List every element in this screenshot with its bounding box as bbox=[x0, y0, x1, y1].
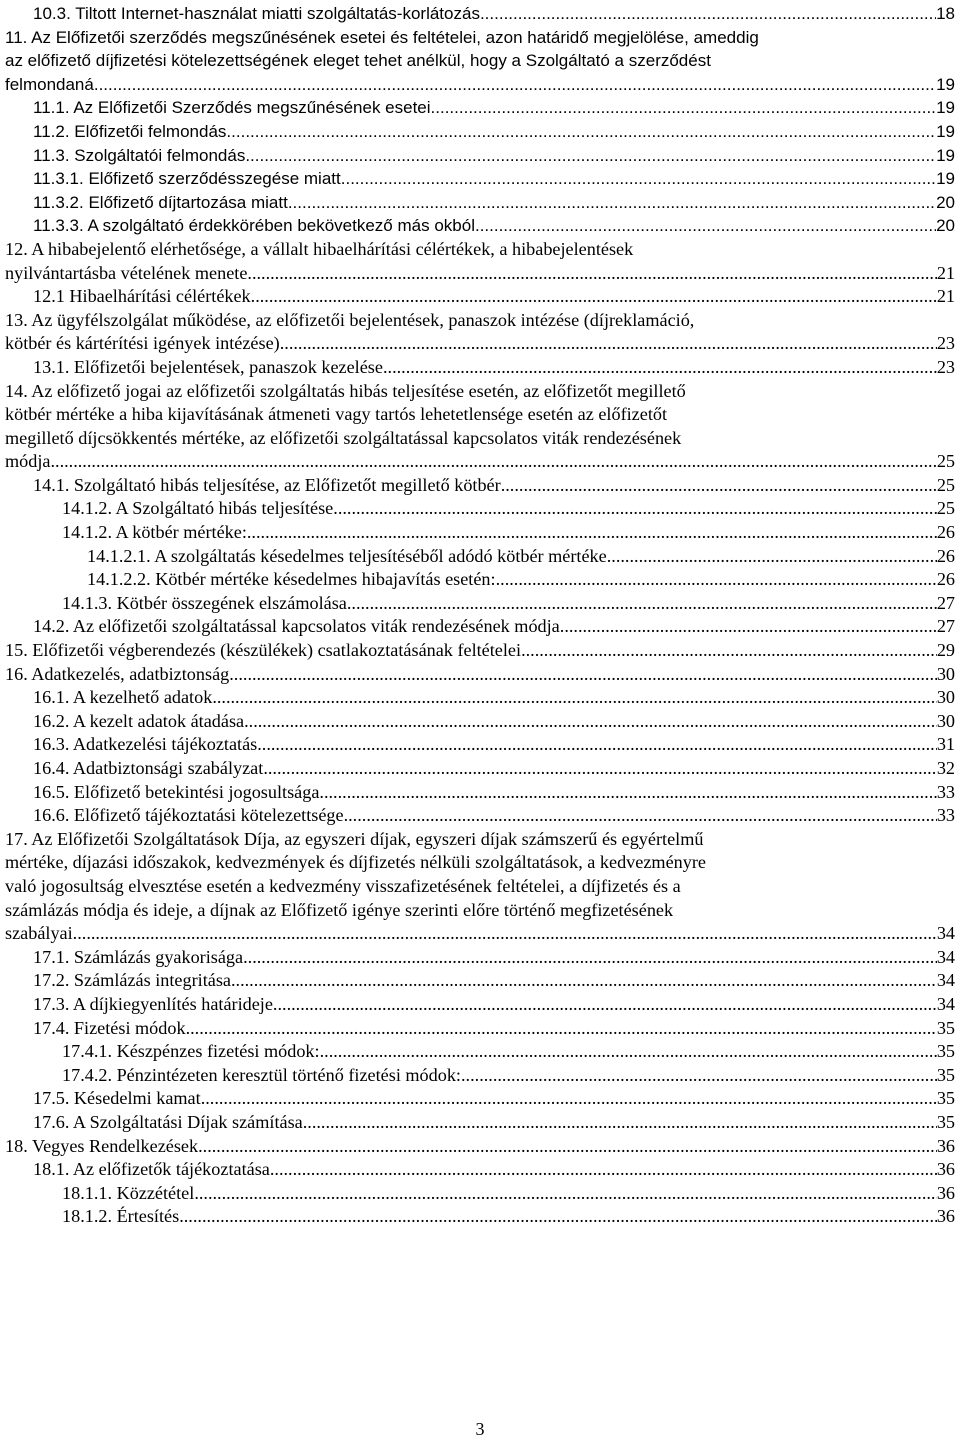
dot-leader bbox=[231, 969, 937, 993]
dot-leader bbox=[333, 497, 937, 521]
toc-page-number: 25 bbox=[936, 498, 955, 519]
toc-entry-line bbox=[33, 214, 955, 238]
dot-leader bbox=[501, 474, 937, 498]
toc-entry-text: 17.1. Számlázás gyakorisága bbox=[33, 946, 244, 967]
toc-entry-text: 13. Az ügyfélszolgálat működése, az előfizetői bejelentések, panaszok intézése (díjreklamáció, bbox=[5, 309, 695, 330]
toc-entry-text: 16.6. Előfizető tájékoztatási kötelezettsége bbox=[33, 805, 344, 826]
toc-entry-line bbox=[33, 2, 955, 26]
toc-entry-text: 11.2. Előfizetői felmondás bbox=[33, 121, 227, 141]
toc-entry-text: 17.2. Számlázás integritása bbox=[33, 970, 231, 991]
dot-leader bbox=[247, 521, 937, 545]
dot-leader bbox=[347, 592, 937, 616]
toc-entry-text: 14.2. Az előfizetői szolgáltatással kapcsolatos viták rendezésének módja bbox=[33, 616, 560, 637]
dot-leader bbox=[341, 167, 936, 191]
toc-entry-text: 18.1.1. Közzététel bbox=[62, 1182, 195, 1203]
dot-leader bbox=[257, 733, 937, 757]
toc-entry[interactable] bbox=[5, 969, 955, 993]
toc-entry-line bbox=[33, 686, 955, 710]
toc-page-number: 34 bbox=[936, 970, 955, 991]
toc-entry-text: 12.1 Hibaelhárítási célértékek bbox=[33, 286, 251, 307]
toc-entry-text: 17.4. Fizetési módok bbox=[33, 1017, 186, 1038]
toc-entry-line bbox=[33, 1111, 955, 1135]
dot-leader bbox=[245, 144, 936, 168]
toc-entry-line bbox=[5, 922, 955, 946]
toc-entry[interactable] bbox=[5, 2, 955, 26]
dot-leader bbox=[244, 710, 937, 734]
toc-page-number: 32 bbox=[936, 758, 955, 778]
toc-entry-line bbox=[33, 474, 955, 498]
toc-page-number: 34 bbox=[936, 923, 955, 944]
dot-leader bbox=[320, 1040, 937, 1064]
toc-entry[interactable] bbox=[5, 120, 955, 144]
toc-entry[interactable] bbox=[5, 238, 955, 285]
toc-page-number: 27 bbox=[936, 592, 955, 613]
dot-leader bbox=[198, 1135, 937, 1159]
toc-entry-text: 11.3.3. A szolgáltató érdekkörében bekövetkező más okból bbox=[33, 216, 475, 236]
toc-entry-line bbox=[33, 781, 955, 805]
toc-entry[interactable] bbox=[5, 521, 955, 545]
toc-entry-line bbox=[33, 710, 955, 734]
dot-leader bbox=[251, 285, 937, 309]
toc-entry[interactable] bbox=[5, 1064, 955, 1088]
toc-entry[interactable] bbox=[5, 686, 955, 710]
toc-entry-line bbox=[33, 356, 955, 380]
toc-entry-line bbox=[33, 993, 955, 1017]
toc-entry[interactable] bbox=[5, 1111, 955, 1135]
toc-entry[interactable] bbox=[5, 356, 955, 380]
toc-entry[interactable] bbox=[5, 380, 955, 474]
toc-entry-text: 14.1.2. A kötbér mértéke: bbox=[62, 522, 247, 543]
toc-entry-line bbox=[5, 332, 955, 356]
toc-entry[interactable] bbox=[5, 1182, 955, 1206]
toc-entry-line bbox=[87, 545, 955, 569]
toc-entry[interactable] bbox=[5, 568, 955, 592]
toc-entry-text: való jogosultság elvesztése esetén a kedvezmény visszafizetésének feltételei, a díjfizetés és a bbox=[5, 875, 681, 896]
toc-entry-line bbox=[62, 1040, 955, 1064]
toc-entry-text: 11.3.1. Előfizető szerződésszegése miatt bbox=[33, 169, 341, 189]
toc-entry[interactable] bbox=[5, 804, 955, 828]
toc-entry-text: az előfizető díjfizetési kötelezettségének eleget tehet anélkül, hogy a Szolgáltató a szerződést bbox=[5, 51, 711, 71]
toc-entry-text: 11.1. Az Előfizetői Szerződés megszűnésének esetei bbox=[33, 98, 431, 118]
toc-entry-text: 11.3. Szolgáltatói felmondás bbox=[33, 145, 246, 165]
toc-entry-line bbox=[33, 1017, 955, 1041]
toc-entry[interactable] bbox=[5, 285, 955, 309]
toc-entry-text: 16.1. A kezelhető adatok bbox=[33, 687, 213, 708]
toc-page-number: 35 bbox=[936, 1111, 955, 1132]
toc-entry-line bbox=[62, 1182, 955, 1206]
toc-entry-line bbox=[62, 497, 955, 521]
toc-entry[interactable] bbox=[5, 545, 955, 569]
toc-entry-text: 17.3. A díjkiegyenlítés határideje bbox=[33, 993, 273, 1014]
toc-entry-text: 18.1. Az előfizetők tájékoztatása bbox=[33, 1159, 270, 1180]
toc-entry-text: 17. Az Előfizetői Szolgáltatások Díja, az egyszeri díjak, egyszeri díjak számszerű és egyértelmű bbox=[5, 828, 704, 849]
toc-entry-line bbox=[87, 568, 955, 592]
toc-entry-line bbox=[33, 757, 955, 781]
toc-entry-line bbox=[5, 262, 955, 286]
dot-leader bbox=[212, 686, 937, 710]
toc-entry[interactable] bbox=[5, 309, 955, 356]
toc-entry[interactable] bbox=[5, 615, 955, 639]
toc-page-number: 26 bbox=[936, 569, 955, 590]
toc-entry-line bbox=[33, 946, 955, 970]
toc-page-number: 20 bbox=[936, 216, 955, 236]
dot-leader bbox=[247, 262, 936, 286]
dot-leader bbox=[179, 1205, 937, 1229]
toc-entry-text: 13.1. Előfizetői bejelentések, panaszok kezelése bbox=[33, 356, 383, 377]
toc-entry-text: felmondaná bbox=[5, 74, 94, 94]
toc-entry-line bbox=[33, 615, 955, 639]
toc-entry-text: 14. Az előfizető jogai az előfizetői szolgáltatás hibás teljesítése esetén, az előfizetőt megillető bbox=[5, 380, 686, 401]
toc-entry-text: 16.3. Adatkezelési tájékoztatás bbox=[33, 734, 258, 755]
toc-entry-text: kötbér és kártérítési igények intézése). bbox=[5, 333, 285, 354]
dot-leader bbox=[229, 663, 937, 687]
toc-page-number: 33 bbox=[936, 781, 955, 802]
toc-page-number: 33 bbox=[936, 805, 955, 826]
toc-entry[interactable] bbox=[5, 993, 955, 1017]
toc-entry-line bbox=[33, 120, 955, 144]
toc-entry[interactable] bbox=[5, 191, 955, 215]
toc-entry-line bbox=[33, 285, 955, 309]
toc-page-number: 31 bbox=[936, 734, 955, 755]
toc-page-number: 29 bbox=[936, 640, 955, 661]
toc-page-number: 35 bbox=[936, 1064, 955, 1085]
toc-entry-line bbox=[33, 167, 955, 191]
dot-leader bbox=[263, 757, 937, 781]
toc-page-number: 35 bbox=[936, 1088, 955, 1109]
toc-page-number: 30 bbox=[936, 687, 955, 708]
toc-page-number: 30 bbox=[936, 710, 955, 731]
toc-page-number: 36 bbox=[936, 1135, 955, 1156]
dot-leader bbox=[94, 73, 936, 97]
toc-entry-text: 17.4.2. Pénzintézeten keresztül történő fizetési módok: bbox=[62, 1064, 461, 1085]
dot-leader bbox=[270, 1158, 937, 1182]
dot-leader bbox=[201, 1087, 937, 1111]
toc-page-number: 21 bbox=[936, 262, 955, 283]
dot-leader bbox=[194, 1182, 937, 1206]
toc-entry-text: 15. Előfizetői végberendezés (készülékek) csatlakoztatásának feltételei bbox=[5, 640, 522, 661]
toc-page-number: 21 bbox=[936, 286, 955, 307]
toc-entry[interactable] bbox=[5, 663, 955, 687]
toc-entry[interactable] bbox=[5, 733, 955, 757]
toc-page-number: 36 bbox=[936, 1159, 955, 1180]
toc-entry-text: 18. Vegyes Rendelkezések bbox=[5, 1135, 199, 1156]
toc-page-number: 25 bbox=[936, 451, 955, 472]
toc-entry[interactable] bbox=[5, 710, 955, 734]
toc-entry[interactable] bbox=[5, 1017, 955, 1041]
toc-page-number: 35 bbox=[936, 1041, 955, 1062]
dot-leader bbox=[50, 450, 936, 474]
toc-entry-text: módja bbox=[5, 451, 51, 472]
toc-entry[interactable] bbox=[5, 828, 955, 946]
toc-entry-text: nyilvántartásba vételének menete bbox=[5, 262, 248, 283]
toc-entry[interactable] bbox=[5, 1205, 955, 1229]
toc-entry-line bbox=[5, 663, 955, 687]
toc-entry-text: 17.6. A Szolgáltatási Díjak számítása bbox=[33, 1111, 303, 1132]
table-of-contents bbox=[5, 2, 955, 1229]
toc-entry-text: 14.1.2. A Szolgáltató hibás teljesítése bbox=[62, 498, 334, 519]
toc-entry-text: 14.1. Szolgáltató hibás teljesítése, az Előfizetőt megillető kötbér bbox=[33, 474, 501, 495]
toc-entry-line bbox=[33, 804, 955, 828]
toc-entry-line bbox=[33, 191, 955, 215]
toc-page-number: 27 bbox=[936, 616, 955, 637]
toc-entry-text: szabályai bbox=[5, 923, 73, 944]
dot-leader bbox=[480, 2, 936, 26]
toc-entry-line bbox=[33, 144, 955, 168]
toc-page-number: 20 bbox=[936, 192, 955, 212]
toc-entry-line bbox=[5, 639, 955, 663]
toc-entry-line bbox=[62, 1064, 955, 1088]
dot-leader bbox=[284, 332, 937, 356]
toc-page-number: 25 bbox=[936, 474, 955, 495]
dot-leader bbox=[475, 214, 936, 238]
toc-entry-text: számlázás módja és ideje, a díjnak az Előfizető igénye szerinti előre történő megfizetésének bbox=[5, 899, 674, 920]
toc-entry-text: 16.5. Előfizető betekintési jogosultsága bbox=[33, 781, 320, 802]
toc-entry-line bbox=[33, 96, 955, 120]
dot-leader bbox=[288, 191, 936, 215]
toc-entry-text: 10.3. Tiltott Internet-használat miatti szolgáltatás-korlátozás bbox=[33, 4, 480, 23]
toc-page-number: 19 bbox=[936, 145, 955, 165]
dot-leader bbox=[243, 946, 937, 970]
toc-entry-text: 17.4.1. Készpénzes fizetési módok: bbox=[62, 1041, 320, 1062]
toc-page-number: 34 bbox=[936, 946, 955, 967]
toc-entry-line bbox=[33, 969, 955, 993]
toc-entry-line bbox=[62, 521, 955, 545]
toc-entry[interactable] bbox=[5, 144, 955, 168]
toc-entry-text: 14.1.2.1. A szolgáltatás késedelmes teljesítéséből adódó kötbér mértéke bbox=[87, 545, 607, 566]
dot-leader bbox=[273, 993, 937, 1017]
toc-entry[interactable] bbox=[5, 592, 955, 616]
toc-entry-text: 11. Az Előfizetői szerződés megszűnésének esetei és feltételei, azon határidő megjelölése, ameddig bbox=[5, 27, 759, 47]
toc-entry[interactable] bbox=[5, 1087, 955, 1111]
toc-entry-text: mértéke, díjazási időszakok, kedvezmények és díjfizetés nélküli szolgáltatások, a kedvezményre bbox=[5, 852, 706, 873]
toc-entry[interactable] bbox=[5, 26, 955, 97]
toc-entry[interactable] bbox=[5, 497, 955, 521]
dot-leader bbox=[344, 804, 937, 828]
dot-leader bbox=[73, 922, 937, 946]
dot-leader bbox=[186, 1017, 937, 1041]
toc-entry[interactable] bbox=[5, 946, 955, 970]
page-number: 3 bbox=[475, 1419, 485, 1439]
dot-leader bbox=[226, 120, 936, 144]
toc-page-number: 26 bbox=[936, 522, 955, 543]
toc-entry-line bbox=[33, 733, 955, 757]
toc-entry-text: 18.1.2. Értesítés bbox=[62, 1206, 180, 1227]
dot-leader bbox=[560, 615, 937, 639]
dot-leader bbox=[461, 1064, 937, 1088]
toc-entry[interactable] bbox=[5, 781, 955, 805]
dot-leader bbox=[383, 356, 937, 380]
toc-entry-text: 17.5. Késedelmi kamat bbox=[33, 1088, 201, 1109]
toc-page-number: 19 bbox=[936, 74, 955, 94]
toc-entry[interactable] bbox=[5, 167, 955, 191]
toc-page-number: 26 bbox=[936, 545, 955, 566]
toc-entry-text: 14.1.2.2. Kötbér mértéke késedelmes hibajavítás esetén: bbox=[87, 569, 496, 590]
toc-page-number: 30 bbox=[936, 663, 955, 684]
toc-page-number: 23 bbox=[936, 333, 955, 354]
toc-entry-line bbox=[33, 1087, 955, 1111]
toc-entry[interactable] bbox=[5, 214, 955, 238]
toc-entry-line bbox=[5, 450, 955, 474]
toc-page-number: 18 bbox=[936, 4, 955, 23]
toc-entry[interactable] bbox=[5, 96, 955, 120]
toc-entry[interactable] bbox=[5, 1135, 955, 1159]
toc-entry-line bbox=[5, 73, 955, 97]
dot-leader bbox=[319, 781, 936, 805]
toc-page-number: 19 bbox=[936, 121, 955, 141]
dot-leader bbox=[496, 568, 937, 592]
toc-entry-text: 14.1.3. Kötbér összegének elszámolása bbox=[62, 592, 347, 613]
toc-page-number: 34 bbox=[936, 993, 955, 1014]
dot-leader bbox=[431, 96, 937, 120]
toc-entry-line bbox=[5, 1135, 955, 1159]
toc-entry-line bbox=[33, 1158, 955, 1182]
toc-entry[interactable] bbox=[5, 474, 955, 498]
toc-page-number: 35 bbox=[936, 1017, 955, 1038]
toc-entry-text: 12. A hibabejelentő elérhetősége, a vállalt hibaelhárítási célértékek, a hibabejelentések bbox=[5, 238, 634, 259]
toc-entry-text: 16. Adatkezelés, adatbiztonság bbox=[5, 663, 230, 684]
toc-entry-line bbox=[62, 592, 955, 616]
toc-entry-line bbox=[62, 1205, 955, 1229]
toc-entry[interactable] bbox=[5, 1040, 955, 1064]
toc-entry-text: 11.3.2. Előfizető díjtartozása miatt bbox=[33, 192, 288, 212]
dot-leader bbox=[303, 1111, 937, 1135]
toc-entry[interactable] bbox=[5, 1158, 955, 1182]
toc-entry[interactable] bbox=[5, 757, 955, 781]
toc-page-number: 23 bbox=[936, 356, 955, 377]
toc-entry-text: 16.4. Adatbiztonsági szabályzat bbox=[33, 758, 264, 778]
toc-entry[interactable] bbox=[5, 639, 955, 663]
toc-page-number: 19 bbox=[936, 169, 955, 189]
toc-page-number: 36 bbox=[936, 1206, 955, 1227]
toc-entry-text: kötbér mértéke a hiba kijavításának átmeneti vagy tartós lehetetlensége esetén az előfizetőt bbox=[5, 404, 668, 425]
dot-leader bbox=[607, 545, 937, 569]
toc-entry-text: megillető díjcsökkentés mértéke, az előfizetői szolgáltatással kapcsolatos viták rendezésének bbox=[5, 427, 682, 448]
dot-leader bbox=[521, 639, 937, 663]
toc-entry-text: 16.2. A kezelt adatok átadása bbox=[33, 710, 245, 731]
toc-page-number: 19 bbox=[936, 98, 955, 118]
toc-page-number: 36 bbox=[936, 1182, 955, 1203]
